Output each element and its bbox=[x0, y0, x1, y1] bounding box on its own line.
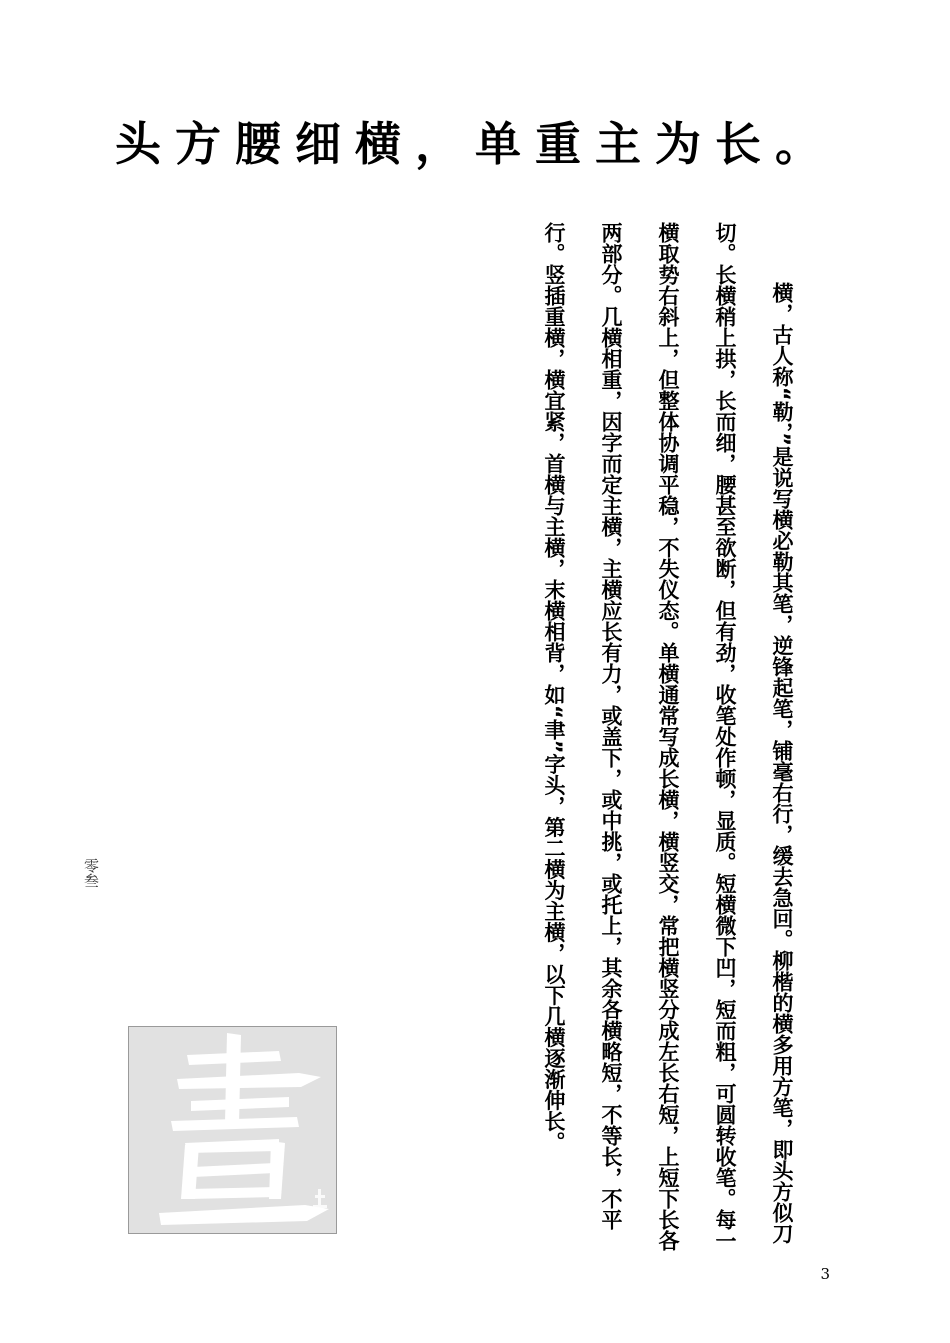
calligraphy-character-icon bbox=[129, 1027, 336, 1233]
side-label: 零叁 bbox=[82, 858, 100, 888]
body-paragraph: 横，古人称“勒，”是说写横必勒其笔，逆锋起笔，铺毫右行，缓去急回。柳楷的横多用方笔，即头方似刀切。长横稍上拱，长而细，腰甚至欲断，但有劲，收笔处作顿，显质。短横微下凹，短而粗，可圆转收笔。每一横取势右斜上，但整体协调平稳，不失仪态。单横通常写成长横，横竖交，常把横竖分成左长右短，上短下长各两部分。几横相重，因字而定主横，主横应长有力，或盖下，或中挑，或托上，其余各横略短，不等长，不平行。竖插重横，横宜紧，首横与主横，末横相背，如“聿”字头，第二横为主横，以下几横逐渐伸长。 bbox=[542, 222, 794, 1251]
body-text bbox=[480, 222, 810, 1262]
calligraphy-sample-image bbox=[128, 1026, 337, 1234]
page-title: 头方腰细横，单重主为长。 bbox=[115, 117, 835, 171]
page-number: 3 bbox=[820, 1265, 830, 1283]
